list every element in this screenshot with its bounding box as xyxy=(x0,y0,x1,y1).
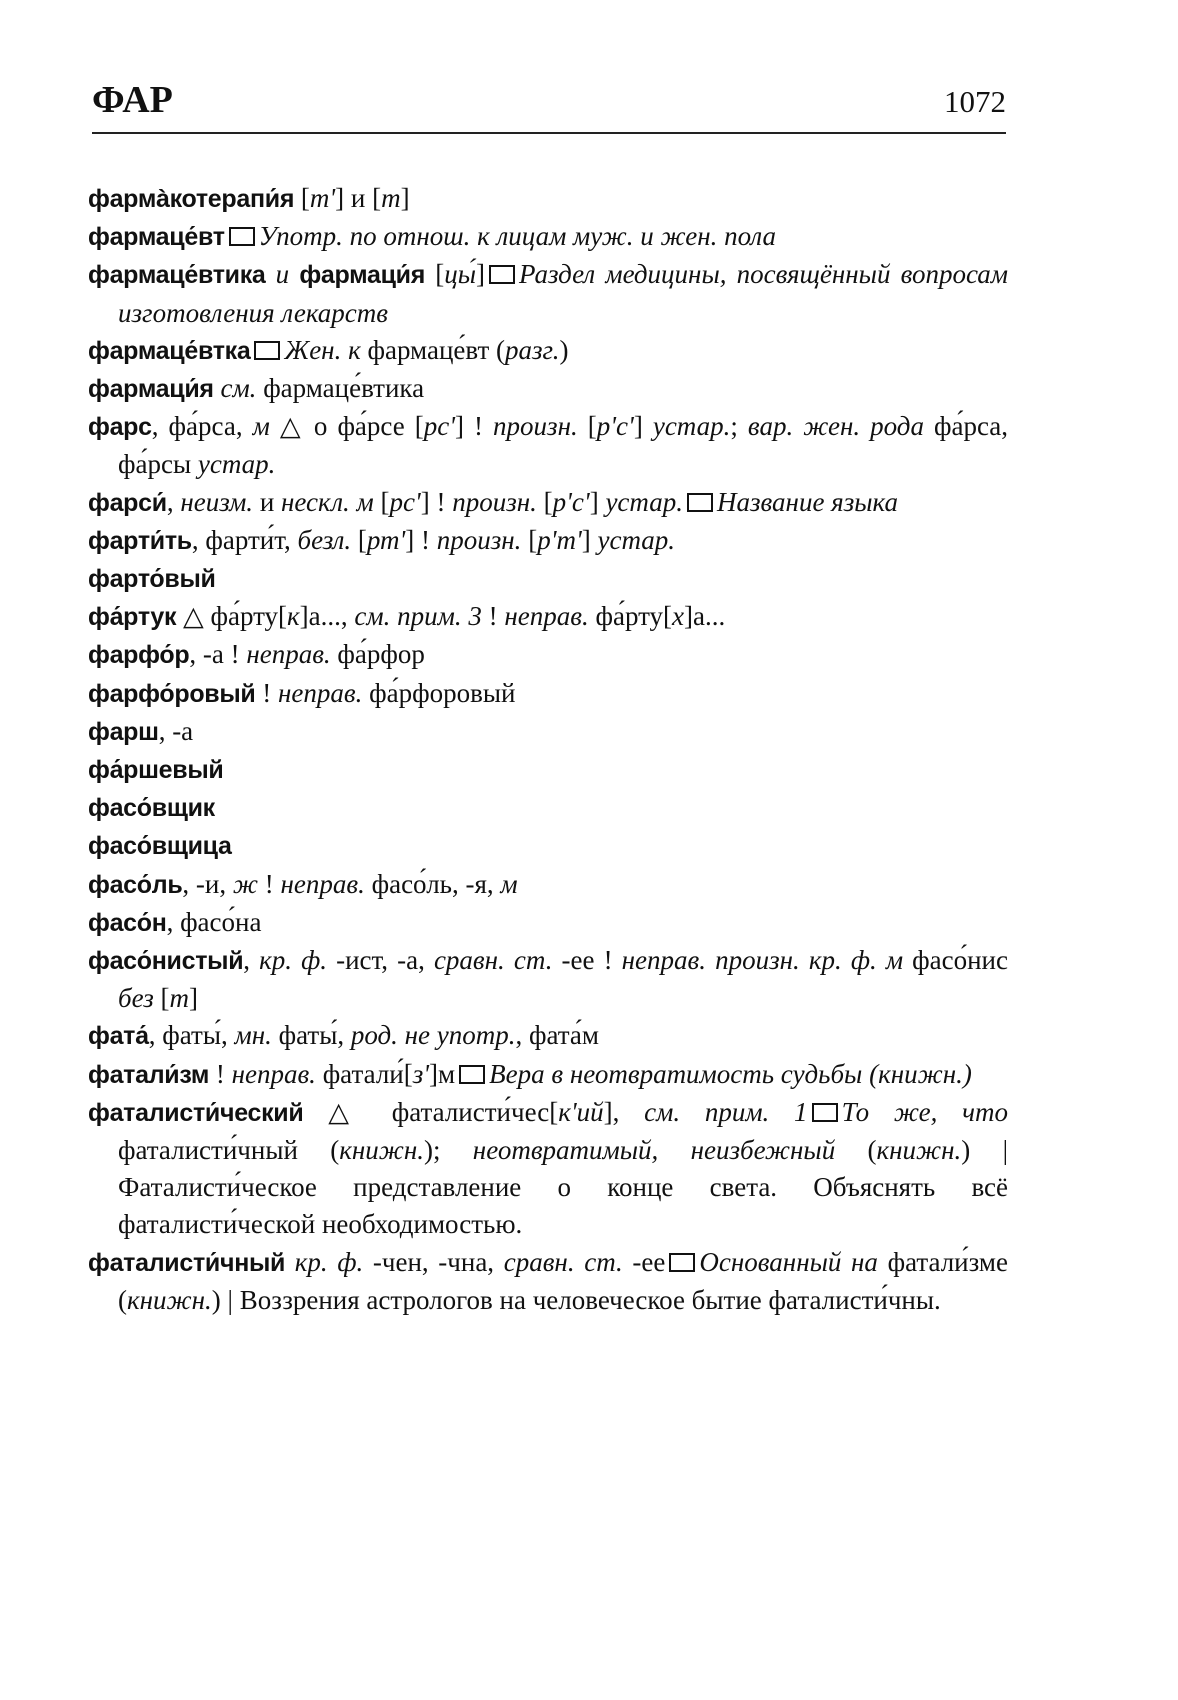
label-text: устар. xyxy=(197,449,276,480)
label-text: устар. xyxy=(605,486,683,517)
dictionary-entry xyxy=(88,484,1008,522)
dictionary-entry xyxy=(88,370,1008,408)
label-text: неизм. xyxy=(180,486,254,517)
label-text: т xyxy=(381,183,401,213)
label-text: т xyxy=(169,983,189,1014)
dictionary-entry xyxy=(88,866,1008,904)
headword: фарш xyxy=(88,717,159,746)
label-text: см. прим. 1 xyxy=(644,1096,808,1127)
entry-text: ] xyxy=(189,983,198,1014)
dictionary-entry xyxy=(88,180,1008,218)
label-text: ж xyxy=(232,868,258,899)
page-number: 1072 xyxy=(944,84,1006,119)
definition-box-icon xyxy=(254,341,280,360)
entry-text: ) | Воззрения астрологов на человеческое бытие фаталисти́чны. xyxy=(211,1284,941,1315)
label-text: разг. xyxy=(505,334,560,365)
label-text: неправ. xyxy=(278,677,363,708)
label-text: Основанный на xyxy=(699,1246,878,1277)
label-text: рс' xyxy=(423,411,455,442)
headword: фарти́ть xyxy=(88,526,192,555)
entry-text: △ о фа́рсе [ xyxy=(269,411,424,442)
entry-text: фасо́ль, -я, xyxy=(364,868,501,899)
entry-text: ) | Фаталисти́ческое представление о конце света. Объяснять всё фаталисти́ческой необходимостью. xyxy=(118,1135,1008,1240)
label-text: цы́ xyxy=(444,259,476,290)
label-text: т' xyxy=(309,183,336,213)
entry-text: фаты́, xyxy=(271,1020,351,1051)
entry-text: , фарти́т, xyxy=(191,524,298,555)
headword: фармаце́вт xyxy=(88,223,225,252)
entry-text: ) xyxy=(559,334,569,365)
label-text: см. прим. 3 xyxy=(354,601,482,632)
entry-text: [ xyxy=(294,183,310,213)
guide-word: ФАР xyxy=(92,79,173,121)
header-rule xyxy=(92,132,1006,134)
headword: фасо́нистый xyxy=(88,947,244,976)
headword: фармаци́я xyxy=(88,375,214,404)
headword: фарс xyxy=(88,413,152,442)
dictionary-entry xyxy=(88,1094,1008,1244)
label-text: Употр. по отнош. к лицам муж. и жен. пола xyxy=(258,221,777,252)
label-text: неправ. xyxy=(231,1058,316,1089)
label-text: Вера в неотвратимость судьбы (книжн.) xyxy=(489,1058,972,1089)
entry-text: ]а..., xyxy=(299,601,355,632)
label-text: р'т' xyxy=(537,524,582,555)
entry-text: ]м xyxy=(429,1058,456,1089)
entry-text: -ее ! xyxy=(552,945,622,976)
entry-text: ] xyxy=(633,411,653,442)
label-text: к xyxy=(348,334,361,365)
headword: фарфо́р xyxy=(88,641,190,670)
label-text: неправ. xyxy=(504,601,589,632)
entry-text: ] xyxy=(475,259,485,290)
entry-text: , -и, xyxy=(182,868,233,899)
dictionary-entry xyxy=(88,904,1008,942)
headword: фа́ртук xyxy=(88,603,177,632)
label-text: неправ. xyxy=(280,868,365,899)
page-header xyxy=(92,78,1006,134)
label-text: книжн. xyxy=(876,1135,962,1166)
entry-text: фа́рту[ xyxy=(588,601,673,632)
entry-text: ] ! xyxy=(420,486,453,517)
dictionary-entry xyxy=(88,942,1008,1017)
entry-text: ] ! xyxy=(455,411,494,442)
label-text: неотвратимый, неизбежный xyxy=(472,1135,836,1166)
entry-text: ]а... xyxy=(684,601,726,632)
dictionary-entry xyxy=(88,218,1008,256)
headword: фармаце́втка xyxy=(88,336,251,365)
label-text: Жен. xyxy=(284,334,342,365)
label-text: Название языка xyxy=(716,486,899,517)
label-text: произн. xyxy=(436,524,522,555)
label-text: устар. xyxy=(652,411,731,442)
entry-text: -ист, -а, xyxy=(327,945,434,976)
entry-text: фасо́нис xyxy=(903,945,1008,976)
headword: фасо́вщица xyxy=(88,832,232,861)
entry-text: ! xyxy=(481,601,505,632)
headword: фарто́вый xyxy=(88,565,216,594)
dictionary-entries xyxy=(88,180,1008,1319)
label-text: м xyxy=(252,411,270,442)
label-text: кр. ф. xyxy=(259,945,328,976)
entry-text: , -а xyxy=(158,715,194,746)
headword: фасо́ль xyxy=(88,870,183,899)
dictionary-entry xyxy=(88,522,1008,560)
label-text: х xyxy=(672,601,685,632)
entry-text: фа́рфор xyxy=(330,639,425,670)
label-text: вар. жен. рода xyxy=(747,411,924,442)
entry-text: -чен, -чна, xyxy=(363,1246,504,1277)
dictionary-entry xyxy=(88,713,1008,751)
label-text: нескл. м xyxy=(281,486,374,517)
dictionary-entry xyxy=(88,789,1008,827)
label-text: неправ. xyxy=(246,639,331,670)
entry-text: ], xyxy=(603,1096,645,1127)
label-text: рт' xyxy=(366,524,406,555)
entry-text: , фаты́, xyxy=(148,1020,235,1051)
dictionary-entry xyxy=(88,751,1008,789)
label-text: сравн. ст. xyxy=(433,945,553,976)
label-text: з' xyxy=(412,1058,430,1089)
dictionary-entry xyxy=(88,256,1008,331)
entry-text: [ xyxy=(153,983,170,1014)
label-text: сравн. ст. xyxy=(503,1246,623,1277)
entry-text: , -а ! xyxy=(189,639,247,670)
label-text: без xyxy=(118,983,154,1014)
entry-text: [ xyxy=(577,411,597,442)
definition-box-icon xyxy=(687,493,713,512)
dictionary-entry xyxy=(88,332,1008,370)
headword: фата́ xyxy=(88,1022,149,1051)
entry-text: фа́рса, фа́рсы xyxy=(118,411,1009,480)
label-text: р'с' xyxy=(596,411,634,442)
entry-text: ] xyxy=(581,524,598,555)
headword: фарфо́ровый xyxy=(88,679,256,708)
headword: фарси́ xyxy=(88,488,167,517)
entry-text: фармаце́вт ( xyxy=(360,334,505,365)
dictionary-entry xyxy=(88,560,1008,598)
entry-text: фаталисти́чный ( xyxy=(118,1135,340,1166)
label-text: То же, что xyxy=(841,1096,1008,1127)
label-text: к xyxy=(287,601,300,632)
entry-text: △ фа́рту[ xyxy=(176,601,288,632)
entry-text: [ xyxy=(373,486,390,517)
entry-text: фармаце́втика xyxy=(256,373,425,404)
label-text: книжн. xyxy=(339,1135,424,1166)
label-text: и xyxy=(265,259,300,290)
headword: фаталисти́чный xyxy=(88,1248,286,1277)
label-text: кр. ф. xyxy=(285,1246,364,1277)
definition-box-icon xyxy=(669,1253,695,1272)
label-text: к'ий xyxy=(558,1096,604,1127)
headword: фармàкотерапи́я xyxy=(88,185,295,213)
entry-text: [ xyxy=(536,486,553,517)
label-text: Раздел медицины, посвящённый вопросам изготовления лекарств xyxy=(118,259,1008,328)
label-text: мн. xyxy=(234,1020,272,1051)
definition-box-icon xyxy=(229,227,255,246)
definition-box-icon xyxy=(489,265,515,284)
entry-text: △ фаталисти́чес[ xyxy=(303,1096,559,1127)
label-text: безл. xyxy=(297,524,352,555)
entry-text: ] xyxy=(400,183,410,213)
entry-text: ; xyxy=(730,411,748,442)
headword: фасо́н xyxy=(88,908,167,937)
dictionary-entry xyxy=(88,598,1008,636)
dictionary-entry xyxy=(88,408,1008,483)
dictionary-entry xyxy=(88,1056,1008,1094)
entry-text: , xyxy=(243,945,260,976)
definition-box-icon xyxy=(459,1065,485,1084)
headword: фармаце́втика xyxy=(88,261,266,290)
entry-text: ! xyxy=(209,1058,232,1089)
headword: фасо́вщик xyxy=(88,794,215,823)
label-text: устар. xyxy=(597,524,676,555)
dictionary-entry xyxy=(88,1244,1008,1319)
entry-text: [ xyxy=(425,259,445,290)
entry-text: , фа́рса, xyxy=(151,411,253,442)
label-text: р'с' xyxy=(552,486,590,517)
label-text: книжн. xyxy=(127,1284,212,1315)
entry-text: фатали́[ xyxy=(315,1058,413,1089)
entry-text: ( xyxy=(835,1135,877,1166)
dictionary-entry xyxy=(88,1017,1008,1055)
entry-text: ] xyxy=(589,486,606,517)
entry-text: ); xyxy=(424,1135,473,1166)
entry-text: фармаци́я xyxy=(299,261,426,290)
entry-text: [ xyxy=(521,524,538,555)
entry-text: и xyxy=(253,486,282,517)
label-text: род. не употр. xyxy=(350,1020,516,1051)
headword: фатали́зм xyxy=(88,1060,210,1089)
entry-text: -ее xyxy=(622,1246,666,1277)
label-text: произн. xyxy=(493,411,578,442)
entry-text: фатали́зме ( xyxy=(118,1246,1008,1315)
label-text: рс' xyxy=(389,486,421,517)
entry-text: , фата́м xyxy=(515,1020,599,1051)
headword: фа́ршевый xyxy=(88,756,224,785)
dictionary-entry xyxy=(88,636,1008,674)
entry-text: , xyxy=(166,486,181,517)
dictionary-entry xyxy=(88,827,1008,865)
entry-text: ] и [ xyxy=(335,183,382,213)
entry-text: ] ! xyxy=(405,524,437,555)
label-text: см. xyxy=(213,373,257,404)
entry-text: ! xyxy=(257,868,281,899)
dictionary-entry xyxy=(88,675,1008,713)
label-text: неправ. произн. кр. ф. м xyxy=(621,945,904,976)
entry-text: , фасо́на xyxy=(166,906,262,937)
definition-box-icon xyxy=(812,1103,838,1122)
headword: фаталисти́ческий xyxy=(88,1098,304,1127)
entry-text: фа́рфоровый xyxy=(362,677,516,708)
label-text: произн. xyxy=(452,486,537,517)
label-text: м xyxy=(500,868,518,899)
entry-text: [ xyxy=(351,524,367,555)
entry-text: ! xyxy=(255,677,278,708)
